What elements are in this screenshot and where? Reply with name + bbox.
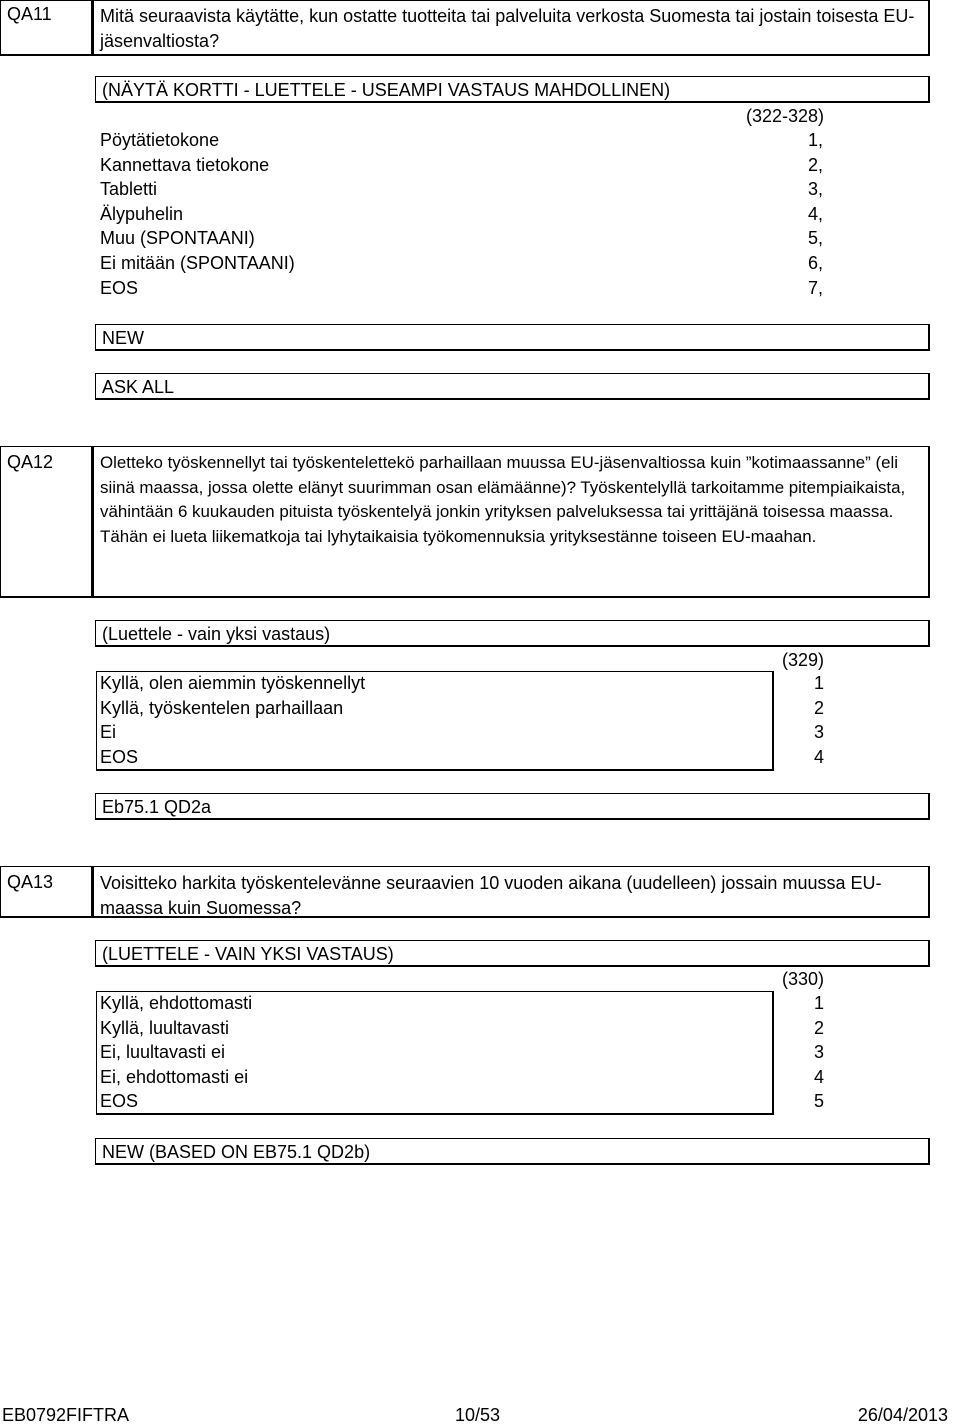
option-label: Ei, ehdottomasti ei	[100, 1066, 249, 1087]
qa13-source-box	[95, 1138, 930, 1165]
option-code: 1	[813, 993, 824, 1013]
qa13-instruction-box	[95, 940, 930, 967]
qa12-id: QA12	[7, 452, 54, 472]
option-label: Kyllä, ehdottomasti	[100, 993, 253, 1013]
option-label: Ei	[100, 722, 117, 743]
qa13-instruction: (LUETTELE - VAIN YKSI VASTAUS)	[102, 944, 394, 964]
option-label: Tabletti	[100, 179, 158, 200]
qa11-question-box	[93, 0, 930, 56]
option-label: Älypuhelin	[100, 203, 184, 224]
qa12-id-box	[0, 446, 93, 598]
option-label: EOS	[100, 1091, 139, 1112]
qa11-instruction: (NÄYTÄ KORTTI - LUETTELE - USEAMPI VASTAUS MAHDOLLINEN)	[102, 80, 671, 100]
option-code: 3	[813, 1042, 824, 1063]
qa12-source: Eb75.1 QD2a	[102, 797, 212, 817]
qa11-filter-box	[95, 373, 930, 400]
option-code: 5	[813, 1091, 824, 1112]
option-label: Kyllä, luultavasti	[100, 1017, 230, 1038]
qa13-question-box	[93, 866, 930, 918]
qa11-id: QA11	[7, 4, 52, 24]
qa12-source-box	[95, 793, 930, 820]
option-code: 1	[813, 673, 824, 693]
option-code: 3,	[807, 179, 823, 200]
qa11-column-range: (322-328)	[745, 106, 824, 126]
qa13-column-range: (330)	[781, 969, 824, 989]
option-label: Kannettava tietokone	[100, 154, 270, 175]
footer-page-number: 10/53	[455, 1405, 501, 1425]
option-code: 2	[813, 1017, 824, 1038]
option-code: 4,	[807, 203, 823, 224]
footer-date: 26/04/2013	[857, 1405, 948, 1425]
qa12-instruction-box	[95, 620, 930, 647]
option-code: 2,	[807, 154, 823, 175]
qa12-question-box	[93, 446, 930, 598]
qa11-note-box	[95, 324, 930, 351]
option-code: 3	[813, 722, 824, 743]
qa11-note: NEW	[102, 328, 144, 348]
option-code: 1,	[807, 130, 823, 150]
option-label: Pöytätietokone	[100, 130, 220, 150]
option-label: Ei, luultavasti ei	[100, 1042, 226, 1063]
option-code: 7,	[807, 277, 823, 298]
qa11-filter: ASK ALL	[102, 377, 175, 397]
qa13-id: QA13	[7, 872, 54, 892]
option-label: Kyllä, olen aiemmin työskennellyt	[100, 673, 366, 693]
option-label: EOS	[100, 746, 139, 767]
qa12-column-range: (329)	[781, 650, 824, 670]
qa13-question: Voisitteko harkita työskentelevänne seuraavien 10 vuoden aikana (uudelleen) jossain muussa EU-maassa kuin Suomessa?	[100, 873, 882, 918]
option-code: 4	[813, 1066, 824, 1087]
option-code: 2	[813, 697, 824, 718]
option-code: 5,	[807, 228, 823, 249]
option-code: 6,	[807, 253, 823, 273]
footer-doc-code: EB0792FIFTRA	[2, 1405, 130, 1425]
option-label: Muu (SPONTAANI)	[100, 228, 255, 249]
qa13-source: NEW (BASED ON EB75.1 QD2b)	[102, 1142, 371, 1162]
option-label: EOS	[100, 277, 139, 298]
qa11-instruction-box	[95, 76, 930, 103]
qa13-id-box	[0, 866, 93, 918]
qa12-instruction: (Luettele - vain yksi vastaus)	[102, 624, 331, 644]
qa11-id-box	[0, 0, 93, 56]
option-label: Ei mitään (SPONTAANI)	[100, 253, 295, 273]
qa11-question: Mitä seuraavista käytätte, kun ostatte tuotteita tai palveluita verkosta Suomesta tai jostain toisesta EU-jäsenvaltiosta?	[100, 6, 915, 51]
option-label: Kyllä, työskentelen parhaillaan	[100, 697, 344, 718]
qa12-question: Oletteko työskennellyt tai työskentelettekö parhaillaan muussa EU-jäsenvaltiossa kuin ”kotimaassanne” (eli siinä maassa, jossa olette elänyt suurimman osan elämäänne)? Työskentelyllä tarkoitamme pitempiaikaista, vähintään 6 kuukauden pituista työskentelyä jonkin yrityksen palveluksessa tai yrittäjänä toisessa maassa. Tähän ei lueta liikematkoja tai lyhytaikaisia työkomennuksia yrityksestänne toiseen EU-maahan.	[100, 453, 906, 546]
option-code: 4	[813, 746, 824, 767]
